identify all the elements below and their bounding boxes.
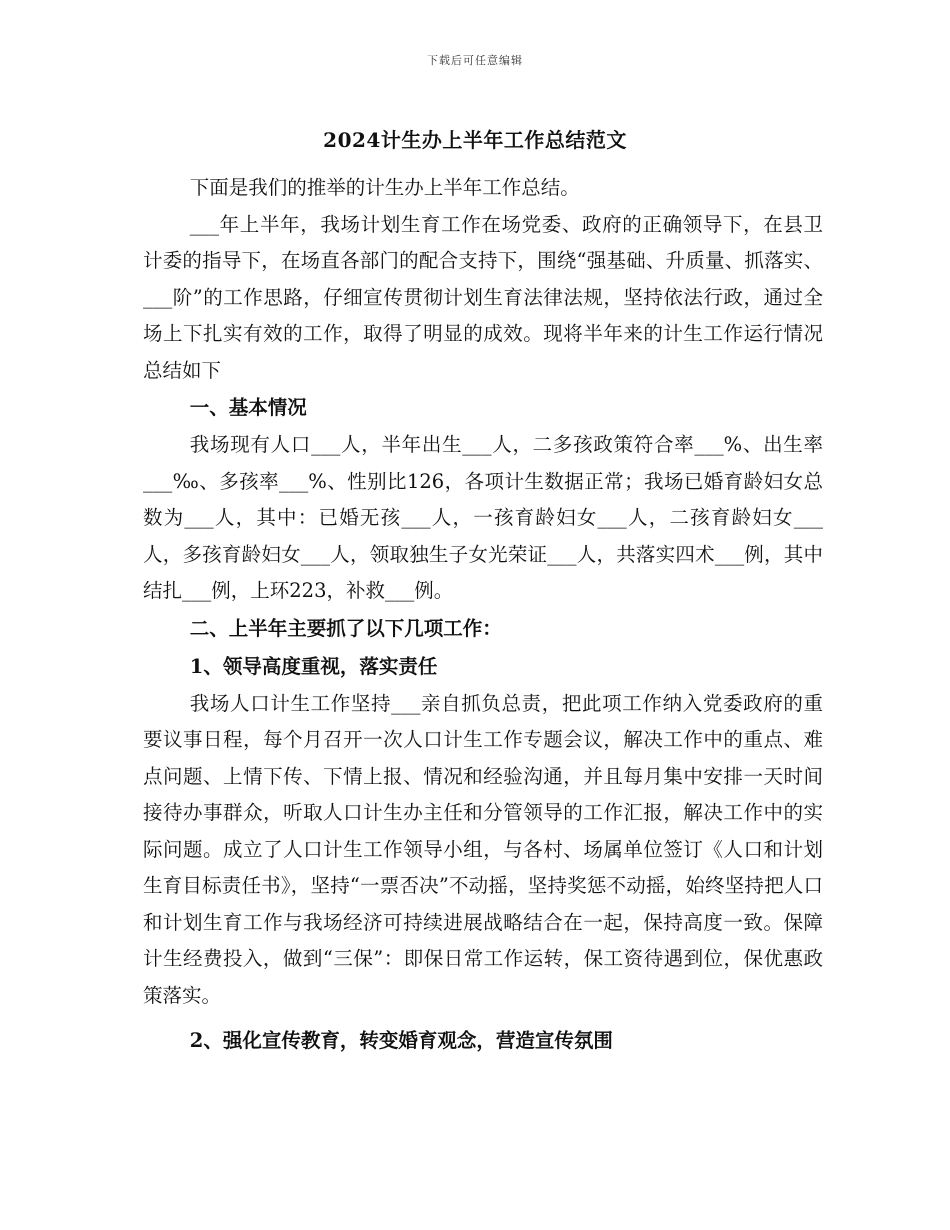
spacer [143, 1014, 823, 1022]
header-note: 下载后可任意编辑 [427, 54, 523, 67]
heading-main-work: 二、上半年主要抓了以下几项工作： [189, 616, 502, 640]
heading-basic-situation: 一、基本情况 [189, 396, 307, 419]
paragraph-leadership: 我场人口计生工作坚持___亲自抓负总责，把此项工作纳入党委政府的重要议事日程，每个月召开一次人口计生工作专题会议，解决工作中的重点、难点问题、上情下传、下情上报、情况和经验沟通，并且每月集中安排一天时间接待办事群众，听取人口计生办主任和分管领导的工作汇报，解决工作中的实际问题。成立了人口计生工作领导小组，与各村、场属单位签订《人口和计划生育目标责任书》，坚持“一票否决”不动摇，坚持奖惩不动摇，始终坚持把人口和计划生育工作与我场经济可持续进展战略结合在一起，保持高度一致。保障计生经费投入，做到“三保”：即保日常工作运转，保工资待遇到位，保优惠政策落实。 [143, 691, 823, 1007]
paragraph-intro: 下面是我们的推举的计生办上半年工作总结。 [189, 176, 580, 199]
paragraph-basic-data: 我场现有人口___人，半年出生___人，二多孩政策符合率___%、出生率___‰、多孩率___%、性别比126，各项计生数据正常；我场已婚育龄妇女总数为___人，其中：已婚无孩___人，一孩育龄妇女___人，二孩育龄妇女___人，多孩育龄妇女___人，领取独生子女光荣证___人，共落实四术___例，其中结扎___例，上环223，补救___例。 [143, 433, 823, 602]
paragraph-overview: ___年上半年，我场计划生育工作在场党委、政府的正确领导下，在县卫计委的指导下，在场直各部门的配合支持下，围绕“强基础、升质量、抓落实、___阶”的工作思路，仔细宣传贯彻计划生育法律法规，坚持依法行政，通过全场上下扎实有效的工作，取得了明显的成效。现将半年来的计生工作运行情况总结如下 [143, 212, 823, 382]
subheading-leadership: 1、领导高度重视，落实责任 [189, 654, 438, 678]
document-body [143, 170, 823, 1060]
subheading-publicity: 2、强化宣传教育，转变婚育观念，营造宣传氛围 [189, 1029, 613, 1052]
document-title: 2024计生办上半年工作总结范文 [323, 128, 627, 152]
